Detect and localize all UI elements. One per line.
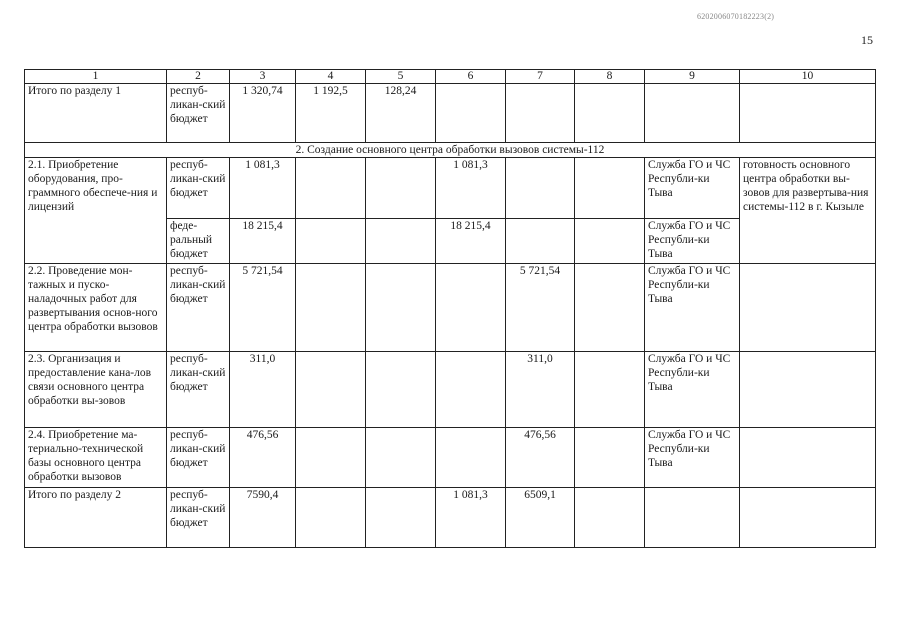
table-row-2-1-republic	[25, 158, 876, 219]
header-cell: 9	[645, 70, 740, 84]
value-col-10	[740, 488, 876, 548]
value-col-5	[366, 158, 436, 219]
value-col-7: 311,0	[506, 352, 575, 428]
row-name: Итого по разделу 1	[25, 84, 167, 143]
value-col-9	[645, 84, 740, 143]
section-title: 2. Создание основного центра обработки вызовов системы-112	[25, 143, 876, 158]
value-col-7	[506, 158, 575, 219]
row-name: 2.4. Приобретение ма-териально-технической базы основного центра обработки вызовов	[25, 428, 167, 488]
expected-result	[740, 264, 876, 352]
funding-source: респуб-ликан-ский бюджет	[167, 428, 230, 488]
value-col-7	[506, 84, 575, 143]
value-col-3: 1 081,3	[230, 158, 296, 219]
value-col-3: 5 721,54	[230, 264, 296, 352]
executor: Служба ГО и ЧС Республи-ки Тыва	[645, 264, 740, 352]
value-col-10	[740, 84, 876, 143]
value-col-6	[436, 84, 506, 143]
value-col-5	[366, 264, 436, 352]
value-col-6: 18 215,4	[436, 219, 506, 264]
table-row-2-3	[25, 352, 876, 428]
funding-source: респуб-ликан-ский бюджет	[167, 84, 230, 143]
header-cell: 2	[167, 70, 230, 84]
document-id: 6202006070182223(2)	[697, 12, 775, 21]
header-cell: 10	[740, 70, 876, 84]
value-col-4	[296, 264, 366, 352]
funding-source: респуб-ликан-ский бюджет	[167, 488, 230, 548]
value-col-5	[366, 428, 436, 488]
value-col-8	[575, 264, 645, 352]
value-col-8	[575, 428, 645, 488]
table-row-2-2	[25, 264, 876, 352]
table-row-2-4	[25, 428, 876, 488]
header-cell: 1	[25, 70, 167, 84]
row-name: 2.1. Приобретение оборудования, про-граммного обеспече-ния и лицензий	[25, 158, 167, 264]
row-name: 2.3. Организация и предоставление кана-лов связи основного центра обработки вы-зовов	[25, 352, 167, 428]
header-cell: 4	[296, 70, 366, 84]
row-name: 2.2. Проведение мон-тажных и пуско-наладочных работ для развертывания основ-ного центра обработки вызовов	[25, 264, 167, 352]
value-col-6: 1 081,3	[436, 158, 506, 219]
value-col-6	[436, 264, 506, 352]
expected-result	[740, 428, 876, 488]
funding-source: респуб-ликан-ский бюджет	[167, 264, 230, 352]
value-col-8	[575, 219, 645, 264]
value-col-4	[296, 158, 366, 219]
budget-table	[24, 69, 876, 548]
value-col-3: 1 320,74	[230, 84, 296, 143]
header-cell: 5	[366, 70, 436, 84]
header-cell: 7	[506, 70, 575, 84]
funding-source: респуб-ликан-ский бюджет	[167, 352, 230, 428]
table-row-total-section-1	[25, 84, 876, 143]
value-col-4	[296, 352, 366, 428]
header-cell: 3	[230, 70, 296, 84]
value-col-8	[575, 488, 645, 548]
value-col-6	[436, 352, 506, 428]
executor: Служба ГО и ЧС Республи-ки Тыва	[645, 219, 740, 264]
value-col-4	[296, 488, 366, 548]
value-col-7: 476,56	[506, 428, 575, 488]
header-row	[25, 70, 876, 84]
value-col-8	[575, 84, 645, 143]
value-col-7: 6509,1	[506, 488, 575, 548]
value-col-6	[436, 428, 506, 488]
value-col-3: 311,0	[230, 352, 296, 428]
value-col-5	[366, 219, 436, 264]
value-col-5	[366, 352, 436, 428]
value-col-8	[575, 158, 645, 219]
executor: Служба ГО и ЧС Республи-ки Тыва	[645, 158, 740, 219]
value-col-4: 1 192,5	[296, 84, 366, 143]
table-row-total-section-2	[25, 488, 876, 548]
value-col-3: 7590,4	[230, 488, 296, 548]
row-name: Итого по разделу 2	[25, 488, 167, 548]
funding-source: феде-ральный бюджет	[167, 219, 230, 264]
value-col-5: 128,24	[366, 84, 436, 143]
value-col-5	[366, 488, 436, 548]
value-col-6: 1 081,3	[436, 488, 506, 548]
funding-source: респуб-ликан-ский бюджет	[167, 158, 230, 219]
header-cell: 6	[436, 70, 506, 84]
value-col-4	[296, 219, 366, 264]
executor: Служба ГО и ЧС Республи-ки Тыва	[645, 352, 740, 428]
value-col-8	[575, 352, 645, 428]
section-title-row	[25, 143, 876, 158]
value-col-7	[506, 219, 575, 264]
executor: Служба ГО и ЧС Республи-ки Тыва	[645, 428, 740, 488]
expected-result	[740, 352, 876, 428]
value-col-9	[645, 488, 740, 548]
value-col-3: 18 215,4	[230, 219, 296, 264]
page-number: 15	[861, 33, 873, 47]
value-col-4	[296, 428, 366, 488]
expected-result: готовность основного центра обработки вы-зовов для развертыва-ния системы-112 в г. Кызыле	[740, 158, 876, 264]
value-col-7: 5 721,54	[506, 264, 575, 352]
header-cell: 8	[575, 70, 645, 84]
value-col-3: 476,56	[230, 428, 296, 488]
